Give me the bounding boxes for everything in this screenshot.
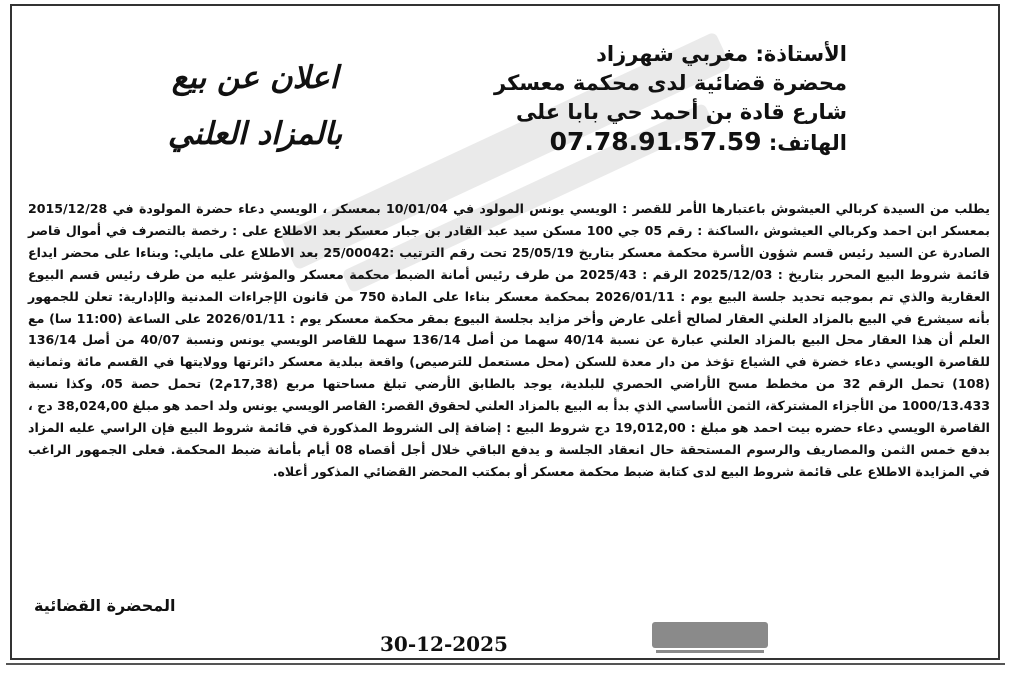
heading-line-1: اعلان عن بيع bbox=[171, 60, 339, 96]
signature: المحضرة القضائية bbox=[34, 596, 176, 615]
newspaper-logo bbox=[650, 618, 770, 658]
bailiff-header bbox=[377, 40, 847, 158]
phone-number: 07.78.91.57.59 bbox=[549, 127, 762, 156]
announcement-heading bbox=[140, 50, 370, 162]
bailiff-role: محضرة قضائية لدى محكمة معسكر bbox=[494, 71, 847, 95]
bailiff-phone bbox=[377, 127, 847, 158]
bottom-divider bbox=[6, 663, 1005, 665]
bailiff-name: الأستاذة: مغربي شهرزاد bbox=[596, 42, 847, 66]
heading-line-2: بالمزاد العلني bbox=[167, 116, 343, 152]
publication-date: 30-12-2025 bbox=[380, 632, 508, 656]
phone-label: الهاتف: bbox=[768, 131, 847, 155]
bailiff-address: شارع قادة بن أحمد حي بابا على bbox=[515, 100, 847, 124]
announcement-body: يطلب من السيدة كربالي العيشوش باعتبارها الأمر للقصر : الويسي يونس المولود في 10/01/04 بمعسكر ، الويسي دعاء حضرة المولودة في 2015/12/28 بمعسكر ابن احمد وكربالي العيشوش ،الساكنة : رقم 05 جي 100 مسكن سيد عبد القادر بن جبار معسكر بعد الاطلاع على : رخصة بالتصرف في أموال قاصر الصادرة عن السيد رئيس قسم شؤون الأسرة محكمة معسكر بتاريخ 25/05/19 تحت رقم الترتيب :25/00042 بعد الاطلاع على مايلي: وبناءا على محضر ايداع قائمة شروط البيع المحرر بتاريخ : 2025/12/03 الرقم : 2025/43 من طرف رئيس أمانة الضبط محكمة معسكر والمؤشر عليه من طرف رئيس قسم البيوع العقارية والذي تم بموجبه تحديد جلسة البيع يوم : 2026/01/11 بمحكمة معسكر بناءا على المادة 750 من قانون الإجراءات المدنية والإدارية: تعلن للجمهور بأنه سيشرع في البيع بالمزاد العلني العقار لصالح أعلى عارض وأخر مزايد بجلسة البيوع بمقر محكمة معسكر يوم : 2026/01/11 على الساعة (11:00 سا) مع العلم أن هذا العقار محل البيع بالمزاد العلني عبارة عن نسبة 40/14 سهما من أصل 136/14 سهما للقاصر الويسي يونس ونسبة 40/07 من أصل 136/14 للقاصرة الويسي دعاء خضرة في الشياع تؤخذ من دار معدة للسكن (محل مستعمل للترصيص) واقعة ببلدية معسكر دائرتها وولايتها في القسم مائة وثمانية (108) تحمل الرقم 32 من مخطط مسح الأراضي الحصري للبلدية، يوجد بالطابق الأرضي تبلغ مساحتها مربع (17,38م2) تحمل حصة 05، وكذا نسبة 1000/13.433 من الأجزاء المشتركة، الثمن الأساسي الذي بدأ به البيع بالمزاد العلني لحقوق القصر: القاصر الويسي يونس ولد احمد هو مبلغ 38,024,00 دج ، القاصرة الويسي دعاء حضره بيت احمد هو مبلغ : 19,012,00 دج شروط البيع : إضافة إلى الشروط المذكورة في قائمة شروط البيع فإن الراسي عليه المزاد بدفع خمس الثمن والمصاريف والرسوم المستحقة حال انعقاد الجلسة و يدفع الباقي خلال أجل أقصاه 08 أيام بأمانة ضبط المحكمة. فعلى الجمهور الراغب في المزايدة الاطلاع على قائمة شروط البيع لدى كتابة ضبط محكمة معسكر أو بمكتب المحضر القضائي المذكور أعلاه. bbox=[28, 201, 991, 479]
